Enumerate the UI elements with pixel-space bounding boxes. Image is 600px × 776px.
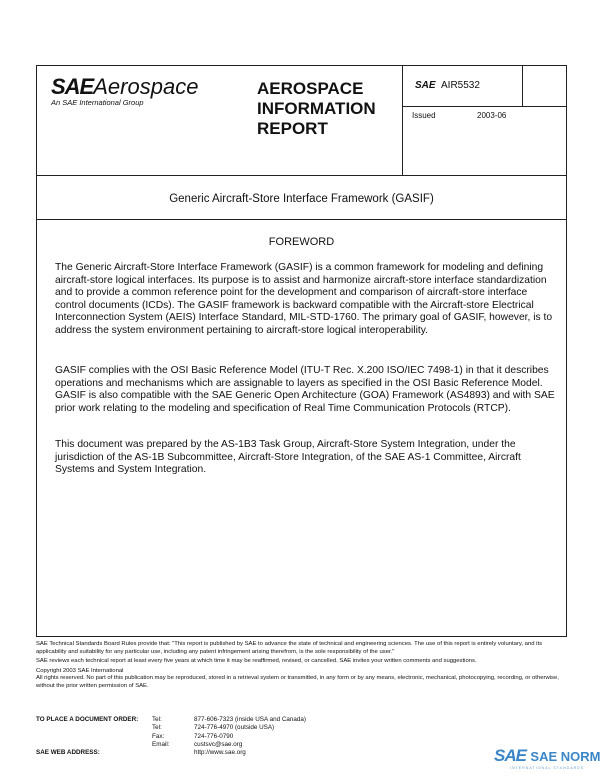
document-type-line-3: REPORT xyxy=(257,119,328,138)
contact-email[interactable]: custsvc@sae.org xyxy=(194,740,243,748)
issued-date: 2003-06 xyxy=(477,111,507,120)
contact-value: 724-776-0790 xyxy=(194,732,234,740)
document-number: AIR5532 xyxy=(441,80,480,91)
document-type xyxy=(257,79,376,139)
footer-rules: SAE Technical Standards Board Rules provide that: "This report is published by SAE to advance the state of technical and engineering sciences. The use of this report is entirely voluntary, and its applicability and suitability for any particular use, including any patent infringement arising therefrom, is the sole responsibility of the user." xyxy=(36,641,543,655)
brand-mark: SAE xyxy=(494,746,526,765)
order-contact-block xyxy=(36,716,364,757)
divider-issued-row xyxy=(402,106,566,107)
brand-name: SAE NORM xyxy=(530,749,600,764)
contact-value: 877-606-7323 (inside USA and Canada) xyxy=(194,716,307,723)
footer-notices xyxy=(36,641,566,693)
issued-label: Issued xyxy=(412,111,436,120)
order-label: TO PLACE A DOCUMENT ORDER: xyxy=(36,716,139,723)
contact-label: Fax: xyxy=(152,732,165,740)
foreword-paragraph-2: GASIF complies with the OSI Basic Reference Model (ITU-T Rec. X.200 ISO/IEC 7498-1) in that it describes operations and mechanisms which are assignable to layers as specified in the OSI Basic Reference Model. GASIF is also compatible with the SAE Generic Open Architecture (GOA) Framework (AS4893) and with SAE prior work relating to the modeling and specification of Real Time Communication Protocols (RTCP). xyxy=(55,365,555,414)
web-label: SAE WEB ADDRESS: xyxy=(36,749,100,757)
document-frame xyxy=(36,65,567,637)
brand-subtitle: INTERNATIONAL STANDARDS xyxy=(510,766,585,770)
contact-row xyxy=(36,733,364,741)
document-type-line-1: AEROSPACE xyxy=(257,79,364,98)
sae-aerospace-logo xyxy=(51,75,198,107)
divider-revision-cell xyxy=(522,66,523,106)
contact-row xyxy=(36,724,364,732)
contact-value: 724-776-4970 (outside USA) xyxy=(194,724,275,732)
footer-review: SAE reviews each technical report at least every five years at which time it may be reaffirmed, revised, or cancelled. SAE invites your written comments and suggestions. xyxy=(36,658,477,665)
logo-sae-text: SAE xyxy=(51,74,94,99)
contact-label: Tel: xyxy=(152,724,162,732)
footer-copyright: Copyright 2003 SAE International xyxy=(36,667,124,674)
contact-row xyxy=(36,741,364,749)
sae-mark: SAE xyxy=(415,80,436,91)
divider-number-column xyxy=(402,66,403,175)
logo-aerospace-text: Aerospace xyxy=(93,74,199,99)
foreword-heading: FOREWORD xyxy=(268,236,335,248)
contact-label: Email: xyxy=(152,740,170,748)
divider-header xyxy=(37,175,566,176)
document-type-line-2: INFORMATION xyxy=(257,99,376,118)
logo-subtitle: An SAE International Group xyxy=(51,98,144,107)
footer-rights: All rights reserved. No part of this publication may be reproduced, stored in a retrieval system or transmitted, in any form or by any means, electronic, mechanical, photocopying, recording, or otherwise, without the prior written permission of SAE. xyxy=(36,675,559,689)
contact-row xyxy=(36,749,364,757)
foreword-paragraph-3: This document was prepared by the AS-1B3 Task Group, Aircraft-Store System Integration, under the jurisdiction of the AS-1B Subcommittee, Aircraft-Store Integration, of the SAE AS-1 Committee, Aircraft Systems and System Integration. xyxy=(55,439,521,476)
contact-row xyxy=(36,716,364,724)
contact-label: Tel: xyxy=(152,716,162,723)
sae-norm-logo xyxy=(494,746,600,766)
foreword-paragraph-1: The Generic Aircraft-Store Interface Framework (GASIF) is a common framework for modeling and defining aircraft-store logical interfaces. Its purpose is to assist and harmonize aircraft-store interface standardization and to provide a common reference point for the development and comparison of aircraft-store interface control documents (ICDs). The GASIF framework is backward compatible with the Aircraft-store Electrical Interconnection System (AEIS) Interface Standard, MIL-STD-1760. The primary goal of GASIF, however, is to address the system environment pertaining to aircraft-store logical interoperability. xyxy=(55,262,553,336)
divider-title xyxy=(37,219,566,220)
document-title: Generic Aircraft-Store Interface Framework (GASIF) xyxy=(169,193,434,205)
web-address-link[interactable]: http://www.sae.org xyxy=(194,749,246,757)
